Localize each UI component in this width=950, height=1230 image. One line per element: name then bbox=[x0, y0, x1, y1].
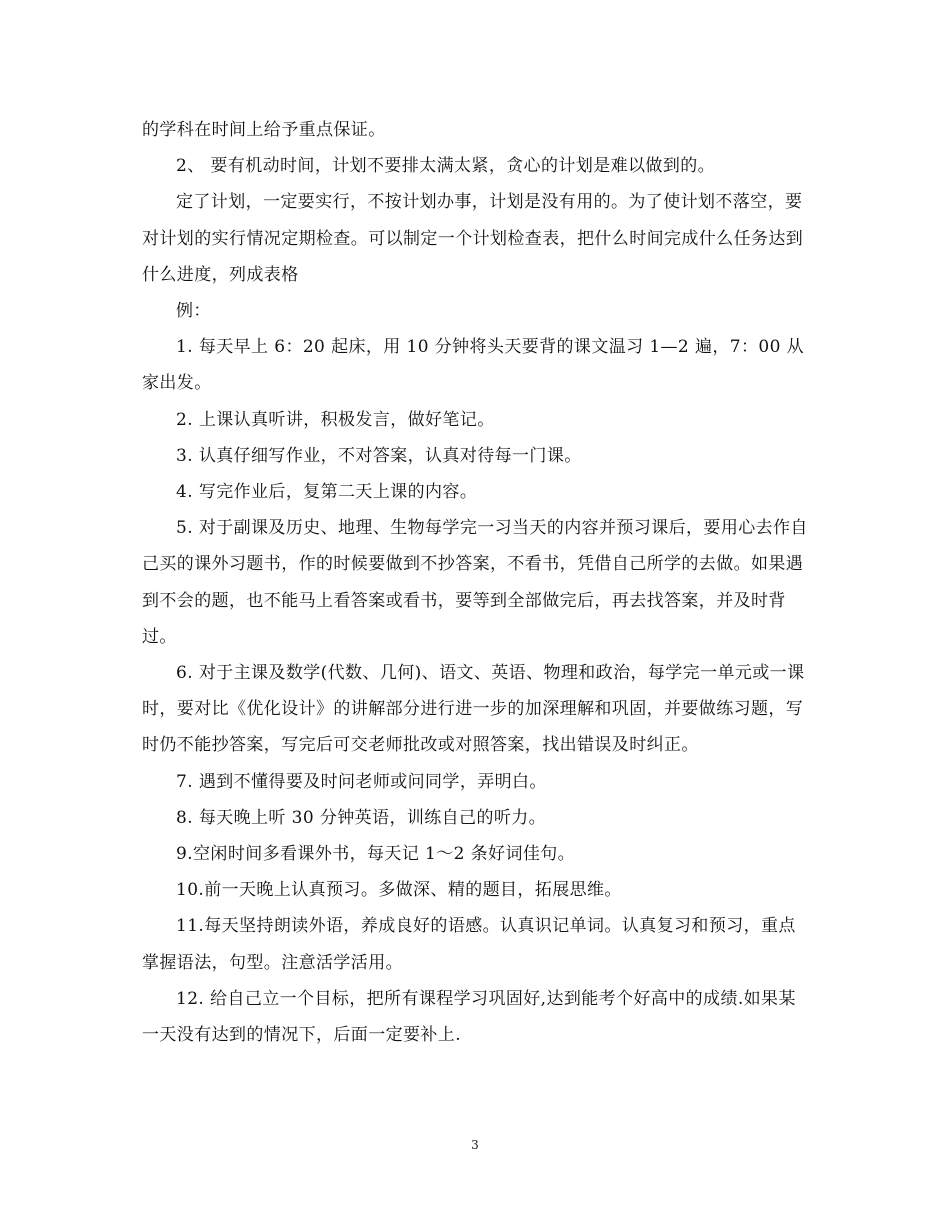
paragraph-flexible-time: 2、 要有机动时间，计划不要排太满太紧，贪心的计划是难以做到的。 bbox=[176, 156, 716, 177]
list-item-9: 9.空闲时间多看课外书，每天记 1～2 条好词佳句。 bbox=[176, 844, 576, 865]
list-item-3: 3. 认真仔细写作业，不对答案，认真对待每一门课。 bbox=[176, 445, 582, 466]
paragraph-example-label: 例： bbox=[176, 301, 211, 322]
page-number: 3 bbox=[471, 1138, 479, 1152]
paragraph-follow-plan: 定了计划，一定要实行，不按计划办事，计划是没有用的。为了使计划不落空，要对计划的实行情况定期检查。可以制定一个计划检查表，把什么时间完成什么任务达到什么进度，列成表格 bbox=[142, 192, 804, 285]
list-item-5: 5. 对于副课及历史、地理、生物每学完一习当天的内容并预习课后，要用心去作自己买的课外习题书，作的时候要做到不抄答案，不看书，凭借自己所学的去做。如果遇到不会的题，也不能马上看答案或看书，要等到全部做完后，再去找答案，并及时背过。 bbox=[142, 518, 808, 647]
list-item-1: 1. 每天早上 6：20 起床，用 10 分钟将头天要背的课文温习 1—2 遍，7：00 从家出发。 bbox=[142, 337, 805, 394]
list-item-11: 11.每天坚持朗读外语，养成良好的语感。认真识记单词。认真复习和预习，重点掌握语法，句型。注意活学活用。 bbox=[142, 916, 796, 973]
list-item-10: 10.前一天晚上认真预习。多做深、精的题目，拓展思维。 bbox=[176, 880, 622, 901]
paragraph-continuation: 的学科在时间上给予重点保证。 bbox=[142, 120, 386, 140]
list-item-4: 4. 写完作业后，复第二天上课的内容。 bbox=[176, 482, 478, 503]
list-item-2: 2. 上课认真听讲，积极发言，做好笔记。 bbox=[176, 409, 495, 430]
list-item-7: 7. 遇到不懂得要及时问老师或问同学，弄明白。 bbox=[176, 771, 547, 792]
page-body bbox=[142, 112, 810, 1053]
list-item-12: 12. 给自己立一个目标，把所有课程学习巩固好,达到能考个好高中的成绩.如果某一天没有达到的情况下，后面一定要补上. bbox=[142, 988, 796, 1046]
list-item-8: 8. 每天晚上听 30 分钟英语，训练自己的听力。 bbox=[176, 807, 547, 828]
list-item-6: 6. 对于主课及数学(代数、几何)、语文、英语、物理和政治，每学完一单元或一课时，要对比《优化设计》的讲解部分进行进一步的加深理解和巩固，并要做练习题，写时仍不能抄答案，写完后可交老师批改或对照答案，找出错误及时纠正。 bbox=[142, 663, 805, 756]
